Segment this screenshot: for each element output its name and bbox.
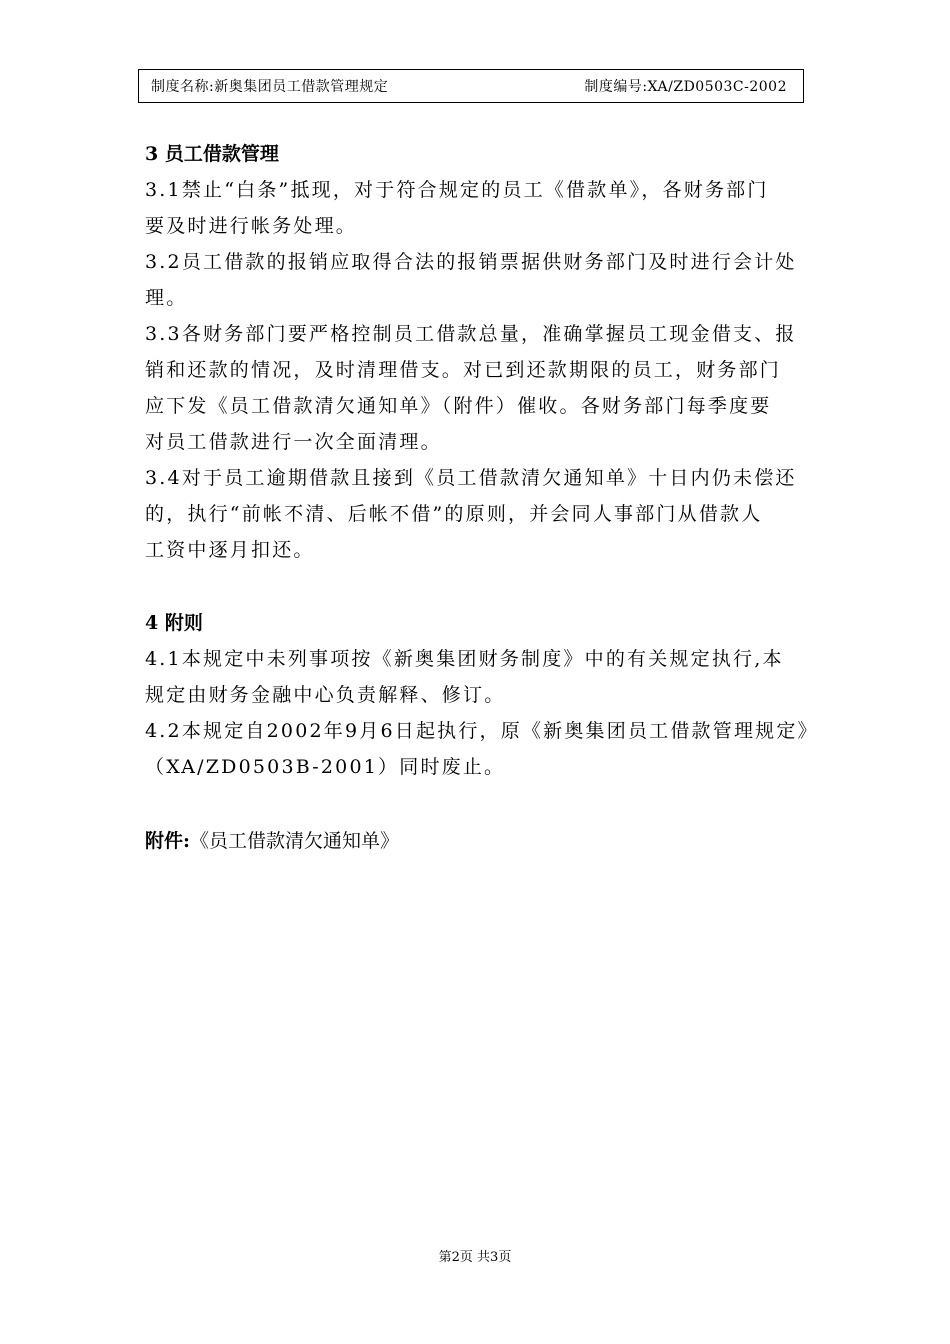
s3-line-4: 理。 (145, 287, 188, 309)
s3-line-1: 3.1禁止“白条”抵现，对于符合规定的员工《借款单》，各财务部门 (145, 179, 769, 201)
s3-line-8: 对员工借款进行一次全面清理。 (145, 431, 442, 453)
document-header (138, 69, 804, 103)
section-3-title: 3 员工借款管理 (145, 143, 279, 165)
s3-line-2: 要及时进行帐务处理。 (145, 215, 358, 237)
attachment-line (145, 823, 835, 859)
policy-code: 制度编号:XA/ZD0503C-2002 (584, 79, 787, 95)
attachment-text: 《员工借款清欠通知单》 (190, 830, 400, 852)
s3-line-7: 应下发《员工借款清欠通知单》（附件）催收。各财务部门每季度要 (145, 395, 772, 417)
s3-line-10: 的，执行“前帐不清、后帐不借”的原则，并会同人事部门从借款人 (145, 503, 763, 525)
policy-name: 制度名称:新奥集团员工借款管理规定 (151, 79, 389, 95)
s3-line-9: 3.4对于员工逾期借款且接到《员工借款清欠通知单》十日内仍未偿还 (145, 467, 797, 489)
document-body (145, 136, 835, 859)
s4-line-2: 规定由财务金融中心负责解释、修订。 (145, 684, 506, 706)
s3-line-3: 3.2员工借款的报销应取得合法的报销票据供财务部门及时进行会计处 (145, 251, 797, 273)
s4-line-1: 4.1本规定中未列事项按《新奥集团财务制度》中的有关规定执行,本 (145, 648, 784, 670)
attachment-label: 附件: (145, 830, 191, 852)
s3-line-11: 工资中逐月扣还。 (145, 539, 315, 561)
s4-line-3: 4.2本规定自2002年9月6日起执行，原《新奥集团员工借款管理规定》 (145, 720, 819, 742)
page-number: 第2页 共3页 (438, 1250, 512, 1265)
s3-line-6: 销和还款的情况，及时清理借支。对已到还款期限的员工，财务部门 (145, 359, 782, 381)
s4-line-4: （XA/ZD0503B-2001）同时废止。 (145, 756, 506, 778)
section-4-title: 4 附则 (145, 612, 203, 634)
s3-line-5: 3.3各财务部门要严格控制员工借款总量，准确掌握员工现金借支、报 (145, 323, 797, 345)
